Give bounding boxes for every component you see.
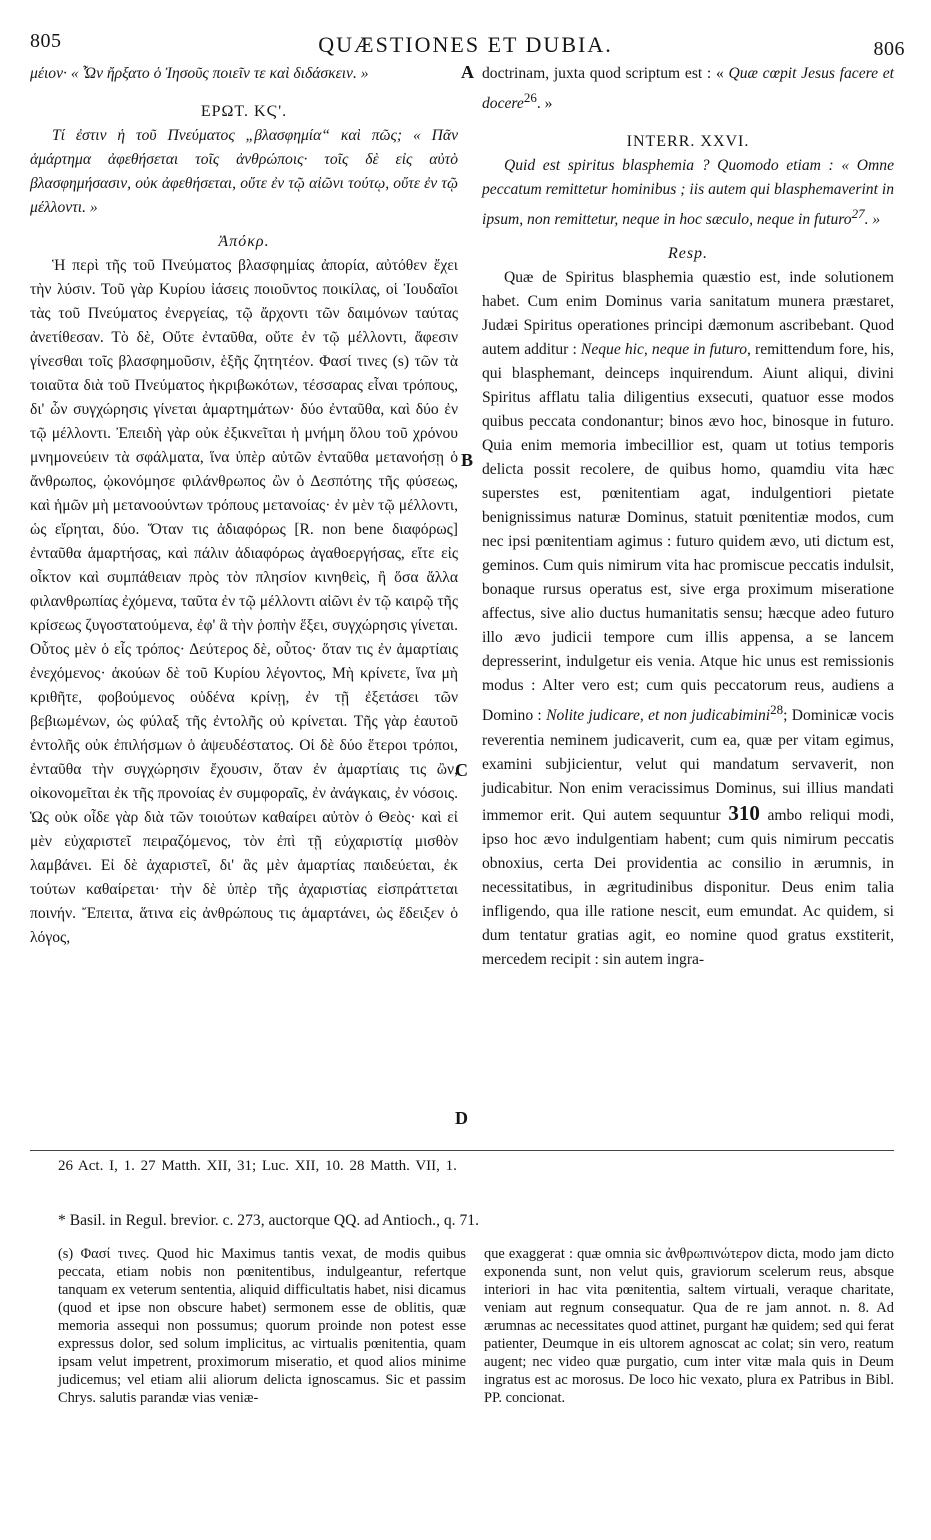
latin-answer: Quæ de Spiritus blasphemia quæstio est, inde solutionem habet. Cum enim Dominus varia sanitatum munera præstaret, Judæi Spiritus operationes principi dæmonum ascribebant. Quod autem additur : Neque hic, neque in futuro, remittendum fore, his, qui blasphemant, deinceps inquirendum. Aiunt aliqui, divini Spiritus afflatu talia diligentius exsecuti, quatuor esse modos quibus peccata condonantur; binos ævo hoc, binosque in futuro. Quia enim memoria imbecillior est, quam ut totius temporis delicta possit recolere, de quibus homo, quamdiu vita hæc superstes est, pœnitentiam agat, indulgentiori pietate benignissimus naturæ Dominus, statuit pœnitentiæ modos, cum nec ipsi pœnitentiam agimus : futuro quidem ævo, uti dictum est, geminos. Cum quis nimirum vita hac promiscue peccatis indulsit, bonaque rursus operatus est, sive erga proximum miseratione affectus, sive alio ductus humanitatis sensu; hæcque adeo futuro illo ævo judicii tempore cum illis appensa, a se lancem depresserint, indulgetur eis venia. Atque hic unus est remissionis modus : Alter vero est; cum quis peccatorum reus, audiens a Domino : Nolite judicare, et non judicabimini$^{28}$; Dominicæ vocis reverentia neminem judicaverit, cum ea, quæ per vitam egimus, examini subjicientur, velut qui mandatum servaverit, non judicabitur. Non enim veracissimus Dominus, sui illius mandati immemor erit. Qui autem sequuntur 310 ambo reliqui modi, ipso hoc ævo indulgentiam habent; cum quis nimirum peccatis obnoxius, certa Dei providentia ac consilio in ærumnis, in necessitatibus, in ægritudinibus disponitur. Deus enim talia infligendo, qua ille ratione nescit, eum emundat. Ac quidem, si dum tentatur gratias agit, eo nomine quod gratus exstiterit, mercedem recipit : sin autem ingra- (482, 269, 894, 968)
latin-question: Quid est spiritus blasphemia ? Quomodo etiam : « Omne peccatum remittetur hominibus ; iis autem qui blasphemaverint in ipsum, non remittetur, neque in hoc sæculo, neque in futuro$^{27}$. » (482, 157, 894, 229)
footnote-rule (30, 1150, 894, 1151)
margin-letter-d: D (455, 1108, 468, 1128)
greek-answer: Ἡ περὶ τῆς τοῦ Πνεύματος βλασφημίας ἀπορία, αὐτόθεν ἔχει τὴν λύσιν. Τοῦ γὰρ Κυρίου ἰάσεις ποιοῦντος ποικίλας, οἱ Ἰουδαῖοι τὰς τοῦ Πνεύματος ἐνεργείας, τῷ ἄρχοντι τῶν δαιμόνων ταύτας ἀνετίθεσαν. Τὸ δὲ, Οὔτε ἐνταῦθα, οὔτε ἐν τῷ μέλλοντι, ἄφεσιν γίνεσθαι τοῖς βλασφημοῦσιν, ἑξῆς ζητητέον. Φασί τινες (s) τῶν τὰ τοιαῦτα διὰ τοῦ Πνεύματος ἠκριβωκότων, τέσσαρας εἶναι τρόπους, δι' ὧν συγχώρησις γίνεται ἁμαρτημάτων· δύο ἐνταῦθα, καὶ δύο ἐν τῷ μέλλοντι. Ἐπειδὴ γὰρ οὐκ ἐξικνεῖται ἡ μνήμη ὅλου τοῦ χρόνου μνημονεύειν τὰ σφάλματα, ἵνα ὑπὲρ αὐτῶν ἐνταῦθα μετανοήσῃ ὁ ἄνθρωπος, ᾠκονόμησε φιλάνθρωπος ὢν ὁ Δεσπότης τῆς φύσεως, καὶ ἡμῶν μὴ μετανοούντων τρόπους μετανοίας· ἐν μὲν τῷ μέλλοντι, ὡς εἴρηται, δύο. Ὅταν τις ἀδιαφόρως [R. non bene διαφόρως] ἐνταῦθα ἁμαρτήσας, καὶ πάλιν ἀδιαφόρως ἀγαθοεργήσας, εἴτε εἰς οἶκτον καὶ συμπάθειαν πρὸς τὸν πλησίον κινηθεὶς, ἢ ὅσα ἄλλα φιλανθρωπίας ἐχόμενα, ταῦτα ἐν τῷ μέλλοντι αἰῶνι ἐν τῷ καιρῷ τῆς κρίσεως ζυγοστατούμενα, ἐφ' ἃ τὴν ῥοπὴν ἕξει, συγχώρησις γίνεται. Οὗτος μὲν ὁ εἷς τρόπος· Δεύτερος δὲ, οὗτος· ὅταν τις ἐν ἁμαρτίαις ἐνεχόμενος· ἀκούων δὲ τοῦ Κυρίου λέγοντος, Μὴ κρίνετε, ἵνα μὴ κριθῆτε, φοβούμενος οὐδένα κρίνῃ, ἐν τῇ ἐξετάσει τῶν βεβιωμένων, ὡς φύλαξ τῆς ἐντολῆς οὐ κρίνεται. Τῆς γὰρ ἑαυτοῦ ἐντολῆς οὐκ ἐπιλήσμων ὁ ἀψευδέστατος. Οἱ δὲ δύο ἕτεροι τρόποι, ἐνταῦθα τὴν συγχώρησιν ἔχουσιν, ὅταν ἐν ἁμαρτίαις τις ὢν, οἰκονομεῖται ἐκ τῆς προνοίας ἐν συμφοραῖς, ἐν ἀνάγκαις, ἐν νόσοις. Ὡς οὐκ οἶδε γὰρ διὰ τῶν τοιούτων καθαίρει αὐτὸν ὁ Θεὸς· καὶ εἰ μὲν εὐχαριστεῖ πειραζόμενος, τὸν ἐπὶ τῇ εὐχαριστίᾳ μισθὸν λαμβάνει. Εἰ δὲ ἀχαριστεῖ, δι' ἃς μὲν ἁμαρτίας παιδεύεται, ἐκ τούτων καθαίρεται· τὴν δὲ ὑπὲρ τῆς ἀχαριστίας εἰσπράττεται ποινήν. Ἔπειτα, ἅτινα εἰς ἀνθρώπους τις ἁμαρτάνει, ὡς ἔδειξεν ὁ λόγος, (30, 257, 458, 946)
margin-letter-b: B (461, 450, 474, 470)
page-number-right: 806 (873, 38, 905, 60)
greek-answer-heading: Ἀπόκρ. (218, 233, 270, 250)
latin-intro: doctrinam, juxta quod scriptum est : « Quæ cœpit Jesus facere et docere$^{26}$. » (482, 65, 894, 113)
page-number-left: 805 (30, 30, 62, 52)
marginal-number: 310 (728, 800, 760, 825)
greek-question: Τί ἐστιν ἡ τοῦ Πνεύματος „βλασφημία“ καὶ πῶς; « Πᾶν ἁμάρτημα ἀφεθήσεται τοῖς ἀνθρώποις· τοῖς δὲ εἰς αὐτὸ βλασφημήσασιν, οὐκ ἀφεθήσεται, οὔτε ἐν τῷ αἰῶνι τούτῳ, οὔτε ἐν τῷ μέλλοντι. » (30, 127, 458, 216)
editorial-note-left: (s) Φασί τινες. Quod hic Maximus tantis vexat, de modis quibus peccata, etiam nobis non pœnitentibus, indulgeantur, refertque tanquam ex veterum sententia, aliquid difficultatis habet, nisi dicamus (quod et ipse non obscure habet) sermonem esse de oblitis, quæ memoria assequi non possumus; quorum proinde non potest esse expressus dolor, sed solum implicitus, ac virtualis pœnitentia, quam ipsam velut impetrent, proximorum miseratio, et quod alios minime judicemus; vel etiam alii aliorum delicta ignoscamus. Sic et passim Chrys. salutis parandæ vias veniæ- (58, 1246, 466, 1406)
margin-letter-c: C (455, 760, 468, 780)
scripture-references: 26 Act. I, 1. 27 Matth. XII, 31; Luc. XII, 10. 28 Matth. VII, 1. (58, 1158, 457, 1174)
greek-question-heading: ΕΡΩΤ. ΚϚ'. (200, 103, 288, 120)
editorial-note-right: que exaggerat : quæ omnia sic ἀνθρωπινώτερον dicta, modo jam dicto exponenda sunt, non velut quis, graviorum scelerum reus, absque interiori in hac vita pœnitentia, saltem virtuali, veraque charitate, veniam aut regnum consequatur. Qua de re jam annot. n. 8. Ad ærumnas ac necessitates quod attinet, purgant hæ quidem; sed qui ferat patienter, Deumque in eis ultorem agnoscat ac colat; sin vero, reatum augent; nec video quæ purgatio, cum inter vitæ mala quis in Deum ingratus est ac morosus. De loco hic vexato, plura ex Patribus in Bibl. PP. concionat. (484, 1246, 894, 1406)
greek-intro: μέιον· « Ὧν ἤρξατο ὁ Ἰησοῦς ποιεῖν τε καὶ διδάσκειν. » (30, 65, 369, 82)
latin-column (482, 62, 894, 972)
margin-letter-a: A (461, 62, 474, 82)
latin-question-heading: INTERR. XXVI. (626, 133, 750, 151)
latin-answer-heading: Resp. (667, 245, 709, 263)
greek-column (30, 62, 458, 950)
running-head: QUÆSTIONES ET DUBIA. (318, 32, 613, 57)
source-note: * Basil. in Regul. brevior. c. 273, auctorque QQ. ad Antioch., q. 71. (58, 1212, 479, 1229)
